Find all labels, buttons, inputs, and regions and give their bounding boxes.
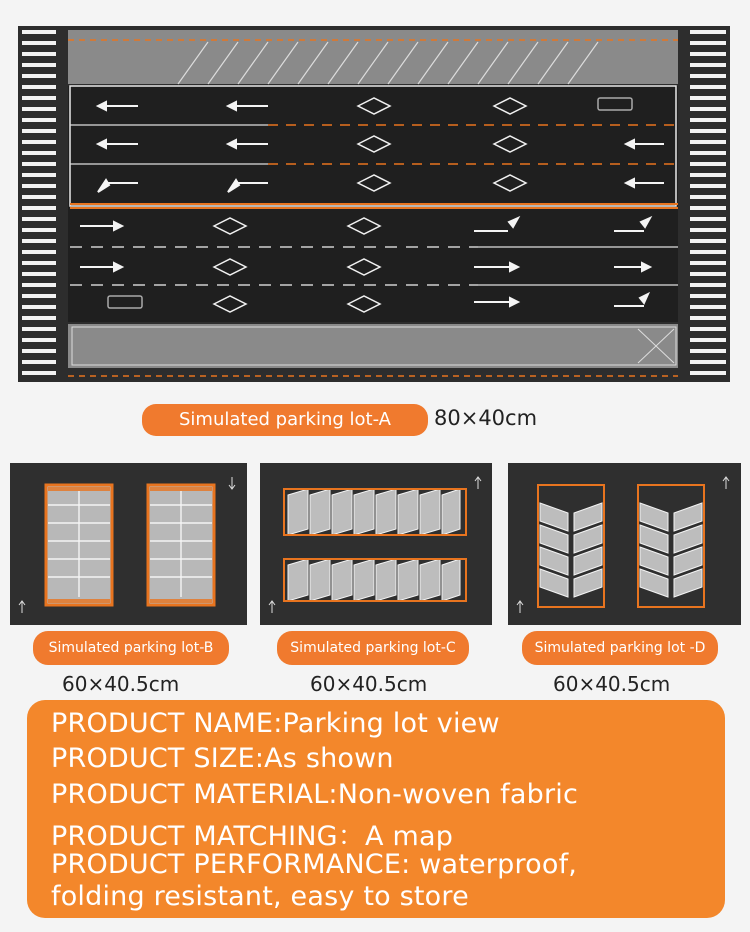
parking-lot-b-map <box>10 463 247 625</box>
product-performance: PRODUCT PERFORMANCE: waterproof, <box>51 849 578 880</box>
product-material: PRODUCT MATERIAL:Non-woven fabric <box>51 779 579 810</box>
lot-d-label: Simulated parking lot -D <box>522 631 718 665</box>
parking-lot-a-map <box>18 26 730 382</box>
parking-lot-d-map <box>508 463 741 625</box>
lot-d-size: 60×40.5cm <box>553 672 671 696</box>
lot-a-size: 80×40cm <box>434 406 538 430</box>
product-name: PRODUCT NAME:Parking lot view <box>51 708 500 739</box>
lot-c-label: Simulated parking lot-C <box>277 631 469 665</box>
product-matching: PRODUCT MATCHING：A map <box>51 821 454 852</box>
product-info-panel <box>27 700 725 918</box>
lot-a-label: Simulated parking lot-A <box>142 404 428 436</box>
product-size: PRODUCT SIZE:As shown <box>51 743 394 774</box>
lot-b-size: 60×40.5cm <box>62 672 180 696</box>
product-performance-cont: folding resistant, easy to store <box>51 881 469 912</box>
parking-lot-c-map <box>260 463 492 625</box>
lot-c-size: 60×40.5cm <box>310 672 428 696</box>
lot-b-label: Simulated parking lot-B <box>33 631 229 665</box>
